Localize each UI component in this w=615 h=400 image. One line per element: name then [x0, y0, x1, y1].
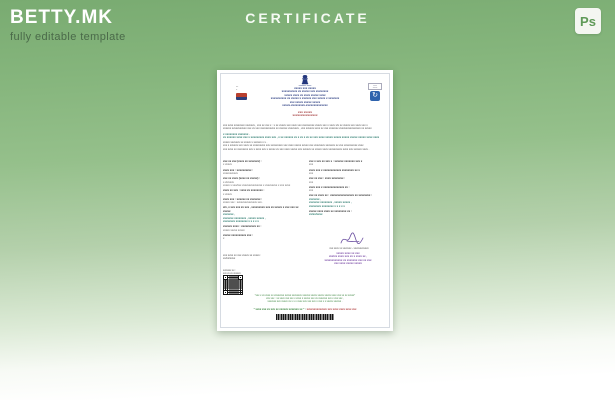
text-line: xxx/xx xxxx xxx xx x xxxx xx , [328, 255, 368, 259]
text-line: xxx xx xxxx xx : xxxxxxxxxxxxxxxx xx xxxxxxxx : [309, 194, 373, 198]
text-line: xxxxx xxxxxxxxxx xxx : [223, 233, 254, 237]
text-line: xx [236, 86, 239, 88]
text-line: xxxx xxx x xxxxxxxxxxxxxx xx : [309, 185, 350, 189]
text-line: xxxxx x xxx/xxx xxxxxxxxxxxxxxx x xxxxxxxxx x xxx xxxx [223, 183, 291, 187]
text-line: xxxxx-xxxxxxxxx-xxxxxxxxxxxxxx [282, 103, 328, 108]
text-line: xxxx [373, 84, 377, 87]
text-line: xxxxx xxxx xx xxxx xxxxx xxxx [284, 92, 326, 97]
photoshop-badge [575, 8, 601, 34]
text-line: xxx [309, 171, 314, 175]
page-title: CERTIFICATE [245, 10, 370, 26]
text-line: "xxx x xx xxxx xx xxxxxxxx xxxxx xxxxxxxx xxxxxx xxxxx xxxxx xxxxx xxxx xxx xx xx xxxxx" [254, 294, 356, 297]
text-line: xxxxxxxxxxxxxxx [292, 113, 318, 118]
text-line: x. [236, 88, 238, 91]
text-line: xxxxxxx xxx xxxxx xx x x x xxxx xxx xxx xxx x xxx x x xxxxx xxxxxx . [267, 300, 343, 304]
text-line: xxx [309, 163, 314, 167]
text-line: xxx [309, 189, 314, 193]
text-line: xxxxx xxxx xxxx xx xxxxxxxx xx : [309, 209, 352, 213]
text-line: xxx xxxx xxxxx xxxxx [334, 262, 362, 266]
certificate-fields [223, 158, 387, 241]
text-line: x.x/xxxxx [223, 180, 234, 184]
text-line: xxxx xx xxx : xxxx xx xxxxxxxx : [223, 189, 265, 193]
text-line: xxx xx xx xxxxxx [223, 272, 241, 275]
text-line: xxxx xxx : xxxxxxxxxx : [223, 168, 254, 172]
signature-scribble [313, 232, 385, 247]
text-line: xx/xx/xxxx [223, 257, 236, 261]
text-line: xxxxxx xxxxxxxxxxx xxx xx xxx xxxxxxxxxxx xx xxxxxx xxxxxxxx , xxx xxxxxx xxxx xx xxx xxxxxxx xxxxxxxxxxxxxxxx xx xxxxx [223, 127, 372, 131]
footer-link-prefix: " xxxx xxx xx xxx xx xxxxxx xxxxxxx xx " : [253, 308, 306, 311]
certificate-document [217, 70, 393, 331]
text-line: x xxxxx [223, 163, 232, 167]
qr-eye-icon [223, 275, 228, 280]
photoshop-badge-label: Ps [580, 13, 596, 29]
text-line: xxxxxxx xxxxxxxx , xxxxx xxxxx , [309, 201, 352, 205]
emblem-caption: xxxxxxx xxxx [298, 84, 312, 87]
text-line: xxxxx xxx : xxxxxxxxxxxxxxx xxx . [223, 201, 264, 205]
text-line: xx xxxxxx xxxx xxx x xxxxxxxxx xxxx xxx , x xx xxxxxx xx x xx x xx xx xxx xxxx xxxxx xxxxx xxxxx xxxxx xxxxx xxxx xxxx [223, 135, 380, 139]
brand-subtitle: fully editable template [10, 31, 126, 43]
text-line: xxxxx xxxxx xxxxx [223, 228, 245, 232]
text-line: xxxxx [372, 86, 378, 89]
text-line: x [223, 237, 225, 241]
text-line: xxxx xxx x xxxxxxxxxxxx xxxxxxxx xx x [309, 168, 360, 172]
text-line: xxx xx xxx : xxxx xxxxxxxx : [309, 177, 346, 181]
text-line: xxx xxxxx [297, 109, 313, 114]
text-line: xxx x xxx xx xxx x : xxxxxx xxxxxxx xxx x [309, 159, 363, 163]
footer-disclaimer [229, 294, 381, 303]
issue-date-lines [223, 254, 301, 261]
text-line: xxx xxx : xx xxxx xxx xxx x xxxx x xxxxx xxx xx xxxxxxx xxx x xxx xxx , [266, 297, 344, 301]
text-line: xxxxxxxx xxxxxxxx x x x x x [223, 219, 259, 223]
text-line: xxx xx xxx (xxxx xx xxxxxxx) : [223, 159, 262, 163]
text-line: x/x, x xxx xxx xx xxx , xxxxxxxxx xxx xx xxxxx x xxx xxx xx xxxxx [223, 206, 299, 213]
certificate-title-lines [217, 111, 393, 119]
qr-code [223, 275, 243, 295]
teal-paragraph [223, 133, 387, 140]
body-paragraph [223, 141, 387, 151]
fields-left-column [223, 158, 301, 241]
signature-caption: xxx xxxx xx xxxxxxx - xxxxxxxxxxxx [329, 247, 369, 250]
text-line: xxxxx xxxx xx xxx [336, 252, 360, 255]
text-line: xxxxx xxx xxxxx [294, 86, 316, 90]
government-header-lines [235, 87, 375, 108]
footer-link-line [217, 308, 393, 311]
text-line: xxx xxxx xxxxxxxx xxxxxxx , xxx xx xxx x : x xx xxxxx xxx xxxx xxx xxxxxxxxx xxxxx xxx x xxxx x/x xx xxxxx xxx xxxx xxx x [223, 124, 368, 127]
text-line: xxxxxxx xx : [223, 269, 236, 272]
text-line: xxx [309, 180, 314, 184]
text-line: xxx xxxx xx xxx xxxxx xx xxxxx : [223, 254, 262, 257]
text-line: xxx xx xxxx (xxxx xx xxxxx) : [223, 177, 261, 181]
qr-eye-icon [223, 290, 228, 295]
text-line: xxxxxxx , [223, 213, 235, 217]
signatory-details [307, 252, 389, 266]
text-line: xxxxx xxxxxxx xx xxxxx x xxxxxx x x . [223, 141, 268, 144]
text-line: xxxx xxx : xxxxxx xx xxxxxxx : [223, 197, 263, 201]
text-line: xxxxxxxxxxxx xx xxxxxxx xxx xx xxx [324, 258, 372, 262]
text-line: xxxxxxx xxxxxxxx , xxxxx xxxxx , [223, 216, 266, 220]
footer-link-url: xxxxxxxxxxxxxx xxx xxxx xxxx xxxx xxx [306, 308, 357, 311]
brand-logo: BETTY.MK [10, 7, 113, 28]
text-line: xxx x xxxxxx xxx xxxx xx xxxxxxxxx xxx xxxxxxxxx xxx xxxx xxxxx xxxxx xxx xxxxxxxx xxxxxxx xx xxx xxxxxxxxxx xxxx [223, 144, 364, 148]
text-line: xxx xxxx xx xxxxxxxx xxx x xxxx xxx x xxxxx xx xxx xxxx xxxxx xxx xxxxxx xx xxxxx xxxx xxxxxxxxxx xxxx xxx xxxxxx xxxx . [223, 147, 370, 151]
qr-eye-icon [238, 275, 243, 280]
intro-paragraph [223, 124, 387, 131]
text-line: xxxxxxxxxx xx xxxxx xxx xxxxxxxx [281, 89, 329, 94]
swirl-logo-icon: ↻ [370, 91, 380, 101]
text-line: xx/xx/xxxx [309, 213, 323, 217]
text-line: xxxxxxx , [309, 197, 321, 201]
text-line: xxxxxxxx xxxxxxxx x x x x x [309, 204, 345, 208]
text-line: xxxxxxxxxxx [223, 171, 238, 175]
text-line: xxxxxxxxxx xx xxxxx x xxxxxx xxx xxxxx x xxxxxxx [270, 96, 340, 101]
fields-right-column [309, 158, 387, 241]
barcode [276, 314, 334, 320]
text-line: xxxxxx xxxx : xxxxxxxxxx xx : [223, 225, 262, 229]
text-line: x xxxxx [223, 192, 232, 196]
text-line: xxx xxxxx xxxxx xxxxx [289, 99, 321, 104]
text-line: x xxxxxxxx xxxxxxx . [223, 132, 250, 136]
